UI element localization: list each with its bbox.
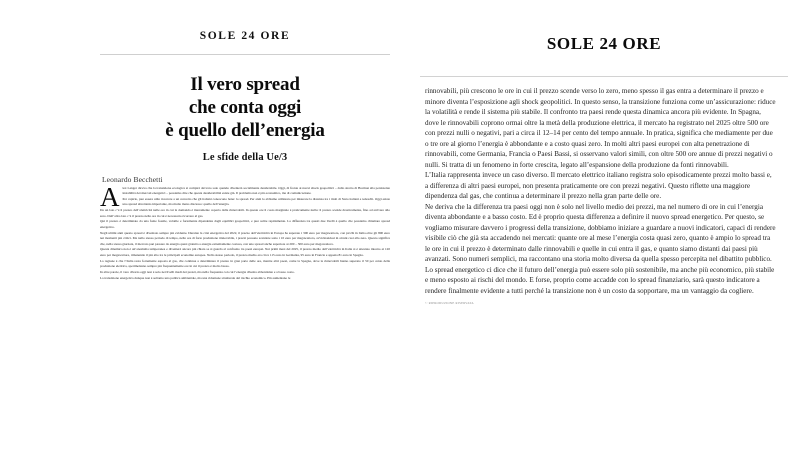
paragraph: rinnovabili, più crescono le ore in cui il prezzo scende verso lo zero, meno spesso il gas entra a determinare il prezzo e minore diventa l’esposizione agli shock geopolitici. In questo senso, la transizione funziona come un’assicurazione: riduce la volatilità e rende il sistema più stabile. Il confronto tra paesi rende questa dinamica ancora più evidente. In Spagna, dove le rinnovabili coprono ormai oltre la metà della produzione elettrica, il mercato ha registrato nel 2025 oltre 500 ore con prezzi nulli o negativi, pari a circa il 12–14 per cento del tempo annuale. In pratica, significa che mediamente per due o tre ore al giorno l’energia è abbondante e a costo quasi zero. In molti altri paesi europei con alta penetrazione di rinnovabili, come Germania, Francia o Paesi Bassi, si osservano valori simili, con oltre 500 ore annue di prezzi negativi o nulli. Si tratta di un fenomeno in forte crescita, legato all’espansione della produzione da fonti rinnovabili. bbox=[425, 87, 776, 169]
paragraph: L’Italia rappresenta invece un caso diverso. Il mercato elettrico italiano registra solo episodicamente prezzi molto bassi e, a differenza di altri paesi europei, non presenta praticamente ore con prezzi negativi. Questo riflette una maggiore dipendenza dal gas, che continua a determinare il prezzo nella gran parte delle ore. bbox=[425, 171, 772, 201]
left-column-body bbox=[100, 181, 390, 282]
paragraph: Questa dinamica non è un’anomalia temporanea e diventerà ancora più chiara se si guarda al confronto tra paesi europei. Nei primi mesi del 2025, il prezzo medio dell’elettricità in Italia si è attestato intorno ai 120 euro per megawattora, rimanendo il più alto tra le principali economie europee. Nello stesso periodo, il prezzo medio era circa 115 euro in Germania, 95 euro in Francia e appena 81 euro in Spagna. bbox=[100, 247, 390, 257]
right-page bbox=[400, 0, 800, 450]
right-page-content bbox=[420, 0, 788, 450]
headline-line-3: è quello dell’energia bbox=[165, 120, 325, 142]
left-header-divider bbox=[100, 54, 390, 55]
paragraph: La ragione è che l’Italia resta fortemente esposta al gas, che continua a determinare il prezzo in gran parte delle ore, mentre altri paesi, come la Spagna, dove le rinnovabili hanno superato il 50 per cento della produzione elettrica, sperimentano sempre più frequentemente ore in cui il prezzo è molto basso. bbox=[100, 258, 390, 269]
article-headline bbox=[100, 73, 390, 143]
right-masthead: SOLE 24 ORE bbox=[546, 34, 662, 53]
paragraph: Per capirlo, può essere utile ricorrere a un concetto che gli italiani conoscono bene: lo spread. Per anni lo abbiamo utilizzato per misurare la distanza tra i titoli di Stato italiani e tedeschi. Oggi esiste uno spread altrettanto importante, ma molto meno discusso: quello dell’energia. bbox=[122, 196, 390, 207]
left-page-content bbox=[100, 0, 390, 450]
headline-line-1: Il vero spread bbox=[190, 74, 300, 95]
article-byline: Leonardo Becchetti bbox=[102, 174, 163, 184]
headline-line-2: che conta oggi bbox=[188, 97, 302, 119]
paragraph: lex Langer diceva che la transizione ecologica si compirà davvero solo quando diventerà socialmente desiderabile. Oggi, di fronte ai nuovi shock geopolitici – dallo stretto di Hormuz alla persistente instabilità dei mercati energetici – possiamo dire che questa desiderabilità esiste già. Il problema non è più economico, ma di comunicazione. bbox=[122, 185, 390, 195]
copyright-notice: © RIPRODUZIONE RISERVATA bbox=[425, 301, 474, 306]
paragraph: Qui il prezzo è determinato da una fonte fossile, volatile e fortemente dipendente dagli equilibri geopolitici, e può salire rapidamente. La differenza tra questi due livelli è quello che possiamo chiamare spread energetico. bbox=[100, 219, 390, 229]
paragraph: La transizione energetica dunque non è soltanto una politica ambientale, ma una riduzione strutturale del rischio economico. Più aumentano le bbox=[100, 276, 291, 281]
paragraph: In altre parole, il vero divario oggi non è solo nei livelli medi dei prezzi, ma nella frequenza con cui l’energia diventa abbondante e a basso costo. bbox=[100, 270, 295, 275]
paragraph: Negli ultimi anni questo spread è diventato sempre più evidente. Durante la crisi energetica del 2022, il prezzo dell’elettricità in Europa ha superato i 300 euro per megawattora, con picchi in Italia oltre gli 800 euro nei momenti più critici. Ma nello stesso periodo di tempo, nelle ore di forte produzione rinnovabile, i prezzi possono scendere sotto i 10 euro per megawattora, avvicinandosi in alcuni casi allo zero. Questo significa che, nella stessa giornata, il mercato può passare da energia quasi gratuita a energia estremamente costosa, con uno spread anche superiore ai 200 – 300 euro per megawattora. bbox=[100, 230, 390, 246]
paragraph: Da un lato c’è il prezzo dell’elettricità nelle ore in cui la domanda è interamente coperta dalle rinnovabili. In queste ore il costo marginale è praticamente nullo: il prezzo scende drasticamente, fino ad arrivare allo zero. Dall’altro lato c’è il prezzo nelle ore in cui è necessario ricorrere al gas. bbox=[100, 208, 390, 218]
paragraph: Ne deriva che la differenza tra paesi oggi non è solo nel livello medio dei prezzi, ma nel numero di ore in cui l’energia diventa abbondante e a basso costo. Ed è proprio questa differenza a definire il nuovo spread energetico. Per questo, se vogliamo misurare davvero i progressi della transizione, dobbiamo iniziare a guardare a nuovi indicatori, capaci di rendere visibile ciò che già sta accadendo nei mercati: quante ore al mese l’energia costa quasi zero, quanto è ampio lo spread tra le ore in cui il prezzo è determinato dalle rinnovabili e quelle in cui entra il gas, e quanto siamo distanti dai paesi più avanzati. Sono numeri semplici, ma raccontano una storia molto diversa da quella spesso percepita nel dibattito pubblico. bbox=[425, 202, 776, 264]
left-masthead: SOLE 24 ORE bbox=[199, 30, 291, 42]
right-header-divider bbox=[420, 76, 788, 77]
drop-cap: A bbox=[100, 181, 120, 212]
paragraph: Lo spread energetico ci dice che il futuro dell’energia può essere solo più sostenibile, ma anche più economico, più stabile e meno esposto ai rischi del mondo. E forse, proprio come accadde con lo spread finanziario, sarà questo indicatore a rendere finalmente evidente a tutti perché la transizione non è un costo da sopportare, ma un vantaggio da cogliere. bbox=[425, 265, 775, 295]
article-kicker: Le sfide della Ue/3 bbox=[202, 151, 288, 163]
right-column-body bbox=[420, 86, 788, 296]
